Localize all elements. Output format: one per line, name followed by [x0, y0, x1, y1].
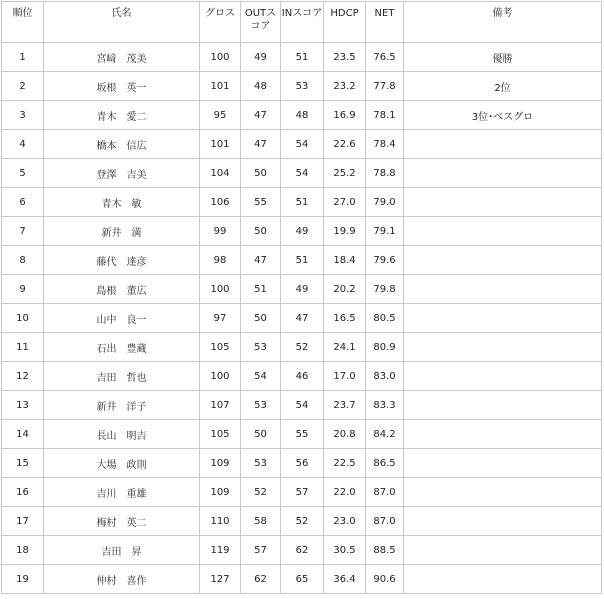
table-body — [2, 43, 602, 594]
table-header — [2, 2, 602, 43]
cell-net: 80.5 — [366, 304, 404, 333]
cell-in-score: 52 — [281, 333, 324, 362]
cell-in-score: 49 — [281, 275, 324, 304]
header-out-score-label: OUTスコア — [244, 8, 277, 32]
table-row — [2, 188, 602, 217]
cell-rank: 4 — [2, 130, 44, 159]
cell-net: 76.5 — [366, 43, 404, 72]
table-row — [2, 130, 602, 159]
cell-remarks — [404, 362, 602, 391]
table-row — [2, 391, 602, 420]
table-row — [2, 536, 602, 565]
header-remarks: 備考 — [404, 2, 602, 43]
cell-remarks — [404, 507, 602, 536]
cell-remarks — [404, 217, 602, 246]
cell-in-score: 54 — [281, 130, 324, 159]
cell-rank: 12 — [2, 362, 44, 391]
cell-gross: 99 — [200, 217, 241, 246]
table-row — [2, 101, 602, 130]
table-row — [2, 507, 602, 536]
table-row — [2, 43, 602, 72]
cell-hdcp: 23.0 — [324, 507, 366, 536]
cell-in-score: 52 — [281, 507, 324, 536]
cell-gross: 109 — [200, 449, 241, 478]
cell-in-score: 46 — [281, 362, 324, 391]
cell-hdcp: 20.8 — [324, 420, 366, 449]
cell-net: 78.1 — [366, 101, 404, 130]
table-row — [2, 478, 602, 507]
header-net: NET — [366, 2, 404, 43]
cell-rank: 16 — [2, 478, 44, 507]
cell-remarks: 2位 — [404, 72, 602, 101]
cell-name: 橋本 信広 — [44, 130, 200, 159]
cell-in-score: 65 — [281, 565, 324, 594]
cell-remarks — [404, 478, 602, 507]
cell-name: 山中 良一 — [44, 304, 200, 333]
cell-name: 大場 政則 — [44, 449, 200, 478]
table-row — [2, 246, 602, 275]
cell-name: 吉田 哲也 — [44, 362, 200, 391]
cell-out-score: 54 — [241, 362, 281, 391]
cell-hdcp: 22.0 — [324, 478, 366, 507]
cell-gross: 105 — [200, 333, 241, 362]
cell-name: 島根 董広 — [44, 275, 200, 304]
cell-rank: 9 — [2, 275, 44, 304]
cell-gross: 110 — [200, 507, 241, 536]
cell-rank: 3 — [2, 101, 44, 130]
cell-out-score: 50 — [241, 304, 281, 333]
cell-gross: 95 — [200, 101, 241, 130]
cell-name: 藤代 達彦 — [44, 246, 200, 275]
cell-remarks — [404, 333, 602, 362]
cell-remarks — [404, 304, 602, 333]
cell-out-score: 53 — [241, 391, 281, 420]
cell-in-score: 51 — [281, 188, 324, 217]
cell-out-score: 53 — [241, 449, 281, 478]
cell-name: 仲村 喜作 — [44, 565, 200, 594]
cell-hdcp: 22.6 — [324, 130, 366, 159]
cell-remarks — [404, 246, 602, 275]
header-gross: グロス — [200, 2, 241, 43]
cell-rank: 17 — [2, 507, 44, 536]
cell-gross: 100 — [200, 362, 241, 391]
cell-net: 79.8 — [366, 275, 404, 304]
cell-net: 87.0 — [366, 507, 404, 536]
cell-net: 83.0 — [366, 362, 404, 391]
cell-remarks — [404, 188, 602, 217]
cell-remarks — [404, 536, 602, 565]
header-row — [2, 2, 602, 43]
cell-in-score: 54 — [281, 159, 324, 188]
table-row — [2, 159, 602, 188]
cell-in-score: 51 — [281, 43, 324, 72]
cell-gross: 101 — [200, 130, 241, 159]
cell-rank: 2 — [2, 72, 44, 101]
cell-rank: 10 — [2, 304, 44, 333]
cell-name: 吉田 昇 — [44, 536, 200, 565]
cell-rank: 18 — [2, 536, 44, 565]
table-row — [2, 304, 602, 333]
cell-in-score: 62 — [281, 536, 324, 565]
table-row — [2, 565, 602, 594]
cell-in-score: 53 — [281, 72, 324, 101]
cell-gross: 109 — [200, 478, 241, 507]
table-row — [2, 420, 602, 449]
cell-net: 90.6 — [366, 565, 404, 594]
cell-out-score: 55 — [241, 188, 281, 217]
cell-remarks — [404, 275, 602, 304]
cell-hdcp: 17.0 — [324, 362, 366, 391]
cell-out-score: 50 — [241, 420, 281, 449]
cell-net: 80.9 — [366, 333, 404, 362]
cell-net: 86.5 — [366, 449, 404, 478]
cell-hdcp: 19.9 — [324, 217, 366, 246]
cell-gross: 105 — [200, 420, 241, 449]
cell-name: 坂根 英一 — [44, 72, 200, 101]
header-rank: 順位 — [2, 2, 44, 43]
cell-name: 宮﨑 茂美 — [44, 43, 200, 72]
cell-gross: 100 — [200, 275, 241, 304]
cell-rank: 15 — [2, 449, 44, 478]
cell-rank: 6 — [2, 188, 44, 217]
cell-out-score: 57 — [241, 536, 281, 565]
table-row — [2, 275, 602, 304]
table-row — [2, 217, 602, 246]
cell-out-score: 50 — [241, 159, 281, 188]
cell-name: 新井 満 — [44, 217, 200, 246]
cell-out-score: 58 — [241, 507, 281, 536]
cell-out-score: 51 — [241, 275, 281, 304]
cell-out-score: 62 — [241, 565, 281, 594]
cell-rank: 8 — [2, 246, 44, 275]
results-table — [1, 1, 602, 594]
cell-hdcp: 22.5 — [324, 449, 366, 478]
header-out-score — [241, 2, 281, 43]
cell-rank: 13 — [2, 391, 44, 420]
cell-remarks: 優勝 — [404, 43, 602, 72]
cell-hdcp: 25.2 — [324, 159, 366, 188]
cell-out-score: 47 — [241, 130, 281, 159]
cell-hdcp: 16.5 — [324, 304, 366, 333]
cell-out-score: 50 — [241, 217, 281, 246]
cell-hdcp: 16.9 — [324, 101, 366, 130]
cell-hdcp: 23.2 — [324, 72, 366, 101]
cell-name: 青木 敏 — [44, 188, 200, 217]
cell-net: 78.4 — [366, 130, 404, 159]
cell-in-score: 51 — [281, 246, 324, 275]
cell-name: 青木 愛二 — [44, 101, 200, 130]
table-row — [2, 362, 602, 391]
cell-out-score: 53 — [241, 333, 281, 362]
cell-rank: 1 — [2, 43, 44, 72]
cell-gross: 100 — [200, 43, 241, 72]
cell-out-score: 52 — [241, 478, 281, 507]
cell-net: 77.8 — [366, 72, 404, 101]
header-in-score-label: INスコア — [281, 8, 323, 19]
cell-rank: 11 — [2, 333, 44, 362]
header-in-score — [281, 2, 324, 43]
cell-out-score: 49 — [241, 43, 281, 72]
cell-rank: 7 — [2, 217, 44, 246]
cell-out-score: 48 — [241, 72, 281, 101]
cell-name: 吉川 重雄 — [44, 478, 200, 507]
table-row — [2, 333, 602, 362]
cell-in-score: 56 — [281, 449, 324, 478]
cell-name: 梅村 英二 — [44, 507, 200, 536]
cell-gross: 107 — [200, 391, 241, 420]
cell-gross: 104 — [200, 159, 241, 188]
cell-gross: 106 — [200, 188, 241, 217]
cell-gross: 98 — [200, 246, 241, 275]
cell-name: 登澤 吉美 — [44, 159, 200, 188]
cell-hdcp: 30.5 — [324, 536, 366, 565]
cell-remarks — [404, 449, 602, 478]
cell-hdcp: 18.4 — [324, 246, 366, 275]
cell-hdcp: 36.4 — [324, 565, 366, 594]
cell-rank: 14 — [2, 420, 44, 449]
cell-hdcp: 27.0 — [324, 188, 366, 217]
cell-remarks — [404, 159, 602, 188]
cell-hdcp: 24.1 — [324, 333, 366, 362]
cell-gross: 101 — [200, 72, 241, 101]
cell-remarks — [404, 565, 602, 594]
cell-net: 88.5 — [366, 536, 404, 565]
cell-net: 78.8 — [366, 159, 404, 188]
cell-remarks: 3位･ベスグロ — [404, 101, 602, 130]
cell-name: 長山 明吉 — [44, 420, 200, 449]
cell-in-score: 54 — [281, 391, 324, 420]
cell-hdcp: 23.5 — [324, 43, 366, 72]
cell-remarks — [404, 130, 602, 159]
cell-hdcp: 23.7 — [324, 391, 366, 420]
cell-out-score: 47 — [241, 101, 281, 130]
cell-remarks — [404, 420, 602, 449]
header-name: 氏名 — [44, 2, 200, 43]
cell-name: 石出 豊蔵 — [44, 333, 200, 362]
cell-remarks — [404, 391, 602, 420]
cell-out-score: 47 — [241, 246, 281, 275]
cell-net: 79.1 — [366, 217, 404, 246]
cell-in-score: 49 — [281, 217, 324, 246]
cell-name: 新井 洋子 — [44, 391, 200, 420]
cell-hdcp: 20.2 — [324, 275, 366, 304]
cell-net: 84.2 — [366, 420, 404, 449]
cell-in-score: 57 — [281, 478, 324, 507]
cell-rank: 19 — [2, 565, 44, 594]
table-row — [2, 449, 602, 478]
cell-gross: 119 — [200, 536, 241, 565]
cell-rank: 5 — [2, 159, 44, 188]
cell-in-score: 55 — [281, 420, 324, 449]
cell-gross: 127 — [200, 565, 241, 594]
cell-net: 79.0 — [366, 188, 404, 217]
cell-net: 79.6 — [366, 246, 404, 275]
cell-net: 83.3 — [366, 391, 404, 420]
cell-gross: 97 — [200, 304, 241, 333]
cell-in-score: 48 — [281, 101, 324, 130]
cell-in-score: 47 — [281, 304, 324, 333]
table-row — [2, 72, 602, 101]
header-hdcp: HDCP — [324, 2, 366, 43]
cell-net: 87.0 — [366, 478, 404, 507]
